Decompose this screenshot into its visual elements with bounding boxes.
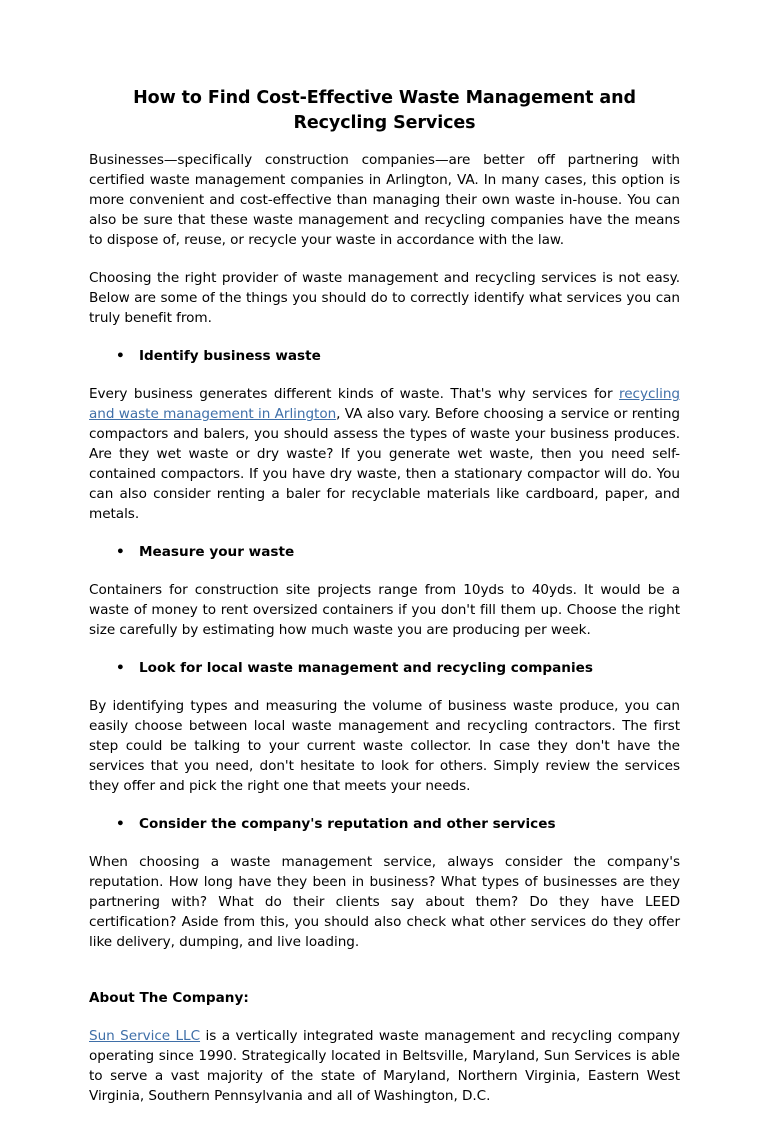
- intro-paragraph-1: Businesses—specifically construction companies—are better off partnering with certified waste management companies in Arlington, VA. In many cases, this option is more convenient and cost-effective than managing their own waste in-house. You can also be sure that these waste management and recycling companies have the means to dispose of, reuse, or recycle your waste in accordance with the law.: [89, 152, 680, 248]
- bullet-marker-icon: •: [116, 348, 125, 364]
- intro-paragraph-2: Choosing the right provider of waste management and recycling services is not easy. Below are some of the things you should do to correctly identify what services you can truly benefit from.: [89, 270, 680, 326]
- sun-service-llc-link[interactable]: Sun Service LLC: [89, 1028, 201, 1044]
- bullet-marker-icon: •: [116, 816, 125, 832]
- page-title: How to Find Cost-Effective Waste Management and Recycling Services: [133, 88, 636, 133]
- consider-reputation-paragraph: When choosing a waste management service, always consider the company's reputation. How long have they been in business? What types of businesses are they partnering with? What do their clients say about them? Do they have LEED certification? Aside from this, you should also check what other services do they offer like delivery, dumping, and live loading.: [89, 854, 680, 950]
- bullet-heading-consider-reputation: [89, 814, 680, 834]
- identify-business-waste-paragraph: [89, 384, 680, 524]
- text-before-link: Every business generates different kinds of waste. That's why services for: [89, 386, 619, 402]
- bullet-heading-identify-business-waste: [89, 346, 680, 366]
- measure-your-waste-paragraph: Containers for construction site projects range from 10yds to 40yds. It would be a waste of money to rent oversized containers if you don't fill them up. Choose the right size carefully by estimating how much waste you are producing per week.: [89, 582, 680, 638]
- bullet-label: Look for local waste management and recycling companies: [139, 660, 593, 676]
- look-for-local-companies-paragraph: By identifying types and measuring the volume of business waste produce, you can easily choose between local waste management and recycling contractors. The first step could be talking to your current waste collector. In case they don't have the services that you need, don't hesitate to look for others. Simply review the services they offer and pick the right one that meets your needs.: [89, 698, 680, 794]
- bullet-marker-icon: •: [116, 544, 125, 560]
- bullet-label: Identify business waste: [139, 348, 321, 364]
- text-after-link: , VA also vary. Before choosing a service or renting compactors and balers, you should assess the types of waste your business produces. Are they wet waste or dry waste? If you generate wet waste, then you need self-contained compactors. If you have dry waste, then a stationary compactor will do. You can also consider renting a baler for recyclable materials like cardboard, paper, and metals.: [89, 406, 680, 522]
- bullet-marker-icon: •: [116, 660, 125, 676]
- bullet-label: Consider the company's reputation and other services: [139, 816, 556, 832]
- text-after-link: is a vertically integrated waste management and recycling company operating since 1990. Strategically located in Beltsville, Maryland, Sun Services is able to serve a vast majority of the state of Maryland, Northern Virginia, Eastern West Virginia, Southern Pennsylvania and all of Washington, D.C.: [89, 1028, 680, 1104]
- about-the-company-paragraph: [89, 1026, 680, 1106]
- about-the-company-heading: About The Company:: [89, 990, 249, 1006]
- bullet-label: Measure your waste: [139, 544, 295, 560]
- bullet-heading-look-for-local-companies: [89, 658, 680, 678]
- section-spacer: [89, 970, 680, 988]
- recycling-and-waste-management-link[interactable]: recycling and waste management in Arlington: [89, 386, 680, 422]
- document-content: [89, 86, 680, 1124]
- bullet-heading-measure-your-waste: [89, 542, 680, 562]
